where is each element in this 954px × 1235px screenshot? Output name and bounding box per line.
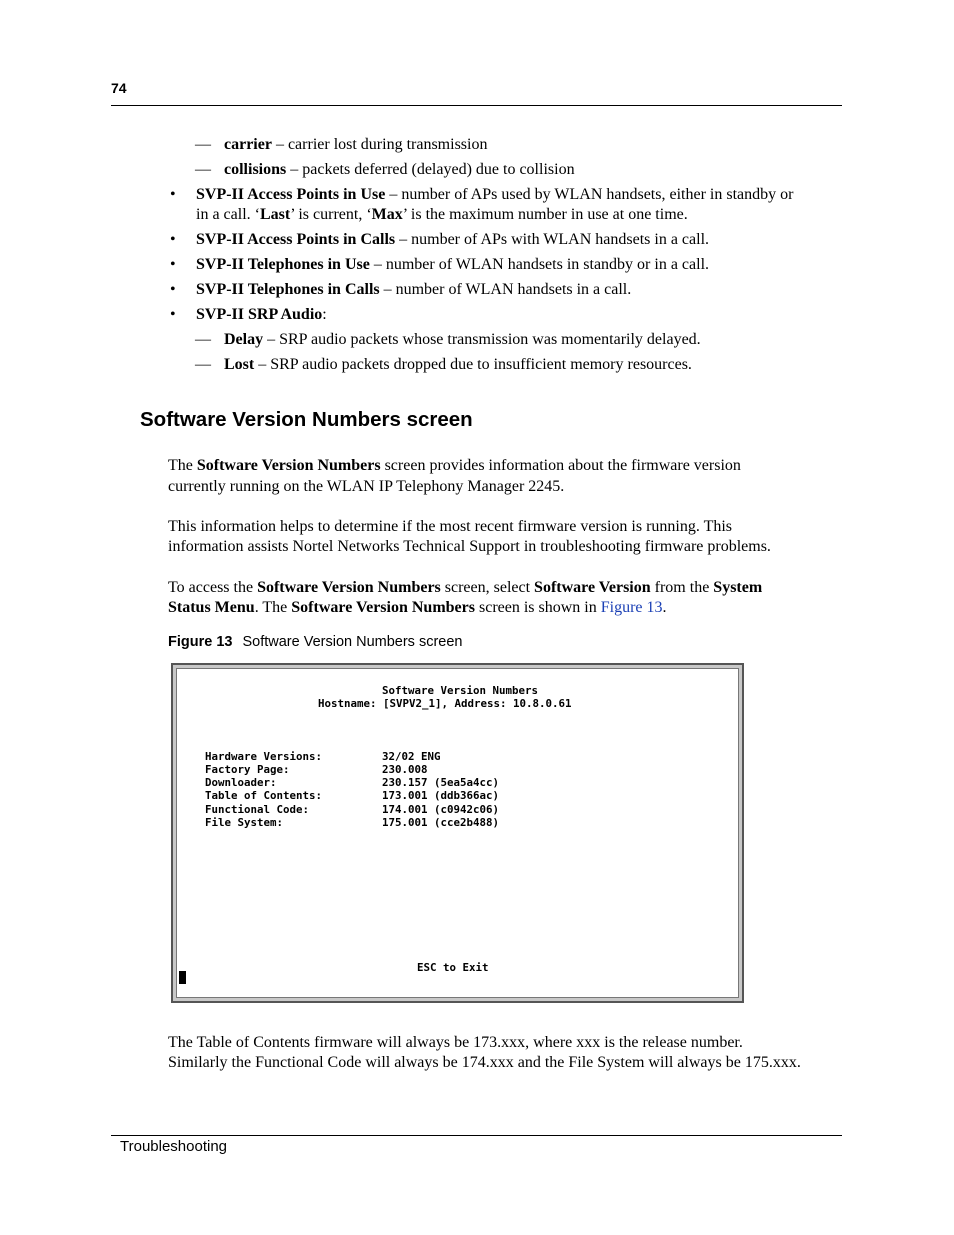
srp-audio-colon: : bbox=[322, 306, 327, 323]
text-fragment: from the bbox=[650, 579, 714, 596]
row-label: Downloader: bbox=[205, 776, 277, 789]
term-collisions: collisions bbox=[224, 161, 287, 178]
row-label: Hardware Versions: bbox=[205, 750, 323, 763]
footer-rule bbox=[111, 1135, 842, 1136]
term-ap-in-use: SVP-II Access Points in Use bbox=[196, 186, 386, 203]
text-fragment: in a call. ‘ bbox=[196, 206, 260, 223]
figure-title: Software Version Numbers screen bbox=[242, 634, 463, 650]
term-delay: Delay bbox=[224, 331, 264, 348]
text-line: currently running on the WLAN IP Telephony Manager 2245. bbox=[168, 478, 565, 495]
bullet-glyph: • bbox=[170, 281, 176, 298]
row-value: 230.008 bbox=[382, 763, 428, 776]
dash-glyph: — bbox=[195, 331, 211, 348]
page-number: 74 bbox=[111, 80, 127, 96]
text-fragment: . bbox=[662, 599, 667, 616]
text-line: information assists Nortel Networks Technical Support in troubleshooting firmware problems. bbox=[168, 538, 771, 555]
row-label: Table of Contents: bbox=[205, 789, 323, 802]
term-tel-in-calls: SVP-II Telephones in Calls bbox=[196, 281, 380, 298]
section-heading: Software Version Numbers screen bbox=[140, 408, 473, 431]
text-line: The Table of Contents firmware will always be 173.xxx, where xxx is the release number. bbox=[168, 1034, 743, 1051]
delay-desc: – SRP audio packets whose transmission was momentarily delayed. bbox=[263, 331, 701, 348]
row-value: 230.157 (5ea5a4cc) bbox=[382, 776, 500, 789]
figure-label: Figure 13 bbox=[168, 634, 233, 650]
bullet-glyph: • bbox=[170, 256, 176, 273]
row-label: Functional Code: bbox=[205, 803, 310, 816]
ap-in-use-desc: – number of APs used by WLAN handsets, either in standby or bbox=[385, 186, 794, 203]
header-rule bbox=[111, 105, 842, 106]
tel-in-calls-desc: – number of WLAN handsets in a call. bbox=[379, 281, 632, 298]
text-line: This information helps to determine if the most recent firmware version is running. This bbox=[168, 518, 733, 535]
term-carrier: carrier bbox=[224, 136, 272, 153]
bullet-glyph: • bbox=[170, 186, 176, 203]
text-fragment: screen provides information about the firmware version bbox=[380, 457, 741, 474]
term-lost: Lost bbox=[224, 356, 255, 373]
dash-glyph: — bbox=[195, 356, 211, 373]
bullet-glyph: • bbox=[170, 231, 176, 248]
text-cursor bbox=[179, 971, 186, 984]
text-fragment: The bbox=[168, 457, 197, 474]
term-svn: Software Version Numbers bbox=[196, 457, 381, 474]
collisions-desc: – packets deferred (delayed) due to collision bbox=[286, 161, 575, 178]
term-status-menu: Status Menu bbox=[168, 599, 255, 616]
lost-desc: – SRP audio packets dropped due to insufficient memory resources. bbox=[254, 356, 692, 373]
term-svn: Software Version Numbers bbox=[257, 579, 441, 596]
text-fragment: ’ is current, ‘ bbox=[290, 206, 372, 223]
footer-section-name: Troubleshooting bbox=[120, 1138, 228, 1155]
term-software-version: Software Version bbox=[534, 579, 651, 596]
dash-glyph: — bbox=[195, 136, 211, 153]
figure-13-link[interactable]: Figure 13 bbox=[600, 599, 663, 616]
text-fragment: . The bbox=[254, 599, 292, 616]
term-last: Last bbox=[259, 206, 291, 223]
ap-in-calls-desc: – number of APs with WLAN handsets in a call. bbox=[395, 231, 710, 248]
terminal-hostname: Hostname: [SVPV2_1], Address: 10.8.0.61 bbox=[318, 697, 572, 710]
term-ap-in-calls: SVP-II Access Points in Calls bbox=[196, 231, 396, 248]
row-label: File System: bbox=[205, 816, 284, 829]
row-value: 175.001 (cce2b488) bbox=[382, 816, 500, 829]
text-line: Similarly the Functional Code will always be 174.xxx and the File System will always be 175.xxx. bbox=[168, 1054, 801, 1071]
figure-caption bbox=[168, 634, 462, 650]
terminal-screen bbox=[171, 663, 744, 1003]
term-srp-audio: SVP-II SRP Audio bbox=[196, 306, 323, 323]
row-value: 174.001 (c0942c06) bbox=[382, 803, 500, 816]
carrier-desc: – carrier lost during transmission bbox=[271, 136, 488, 153]
row-value: 32/02 ENG bbox=[382, 750, 441, 763]
terminal-title: Software Version Numbers bbox=[382, 684, 539, 697]
row-value: 173.001 (ddb366ac) bbox=[382, 789, 500, 802]
dash-glyph: — bbox=[195, 161, 211, 178]
exit-hint: ESC to Exit bbox=[417, 961, 489, 974]
text-fragment: ’ is the maximum number in use at one time. bbox=[402, 206, 688, 223]
term-system: System bbox=[713, 579, 763, 596]
text-fragment: To access the bbox=[168, 579, 258, 596]
text-fragment: screen is shown in bbox=[474, 599, 601, 616]
text-fragment: screen, select bbox=[440, 579, 535, 596]
term-max: Max bbox=[371, 206, 403, 223]
tel-in-use-desc: – number of WLAN handsets in standby or in a call. bbox=[369, 256, 710, 273]
row-label: Factory Page: bbox=[205, 763, 290, 776]
bullet-glyph: • bbox=[170, 306, 176, 323]
term-tel-in-use: SVP-II Telephones in Use bbox=[196, 256, 370, 273]
term-svn: Software Version Numbers bbox=[291, 599, 475, 616]
